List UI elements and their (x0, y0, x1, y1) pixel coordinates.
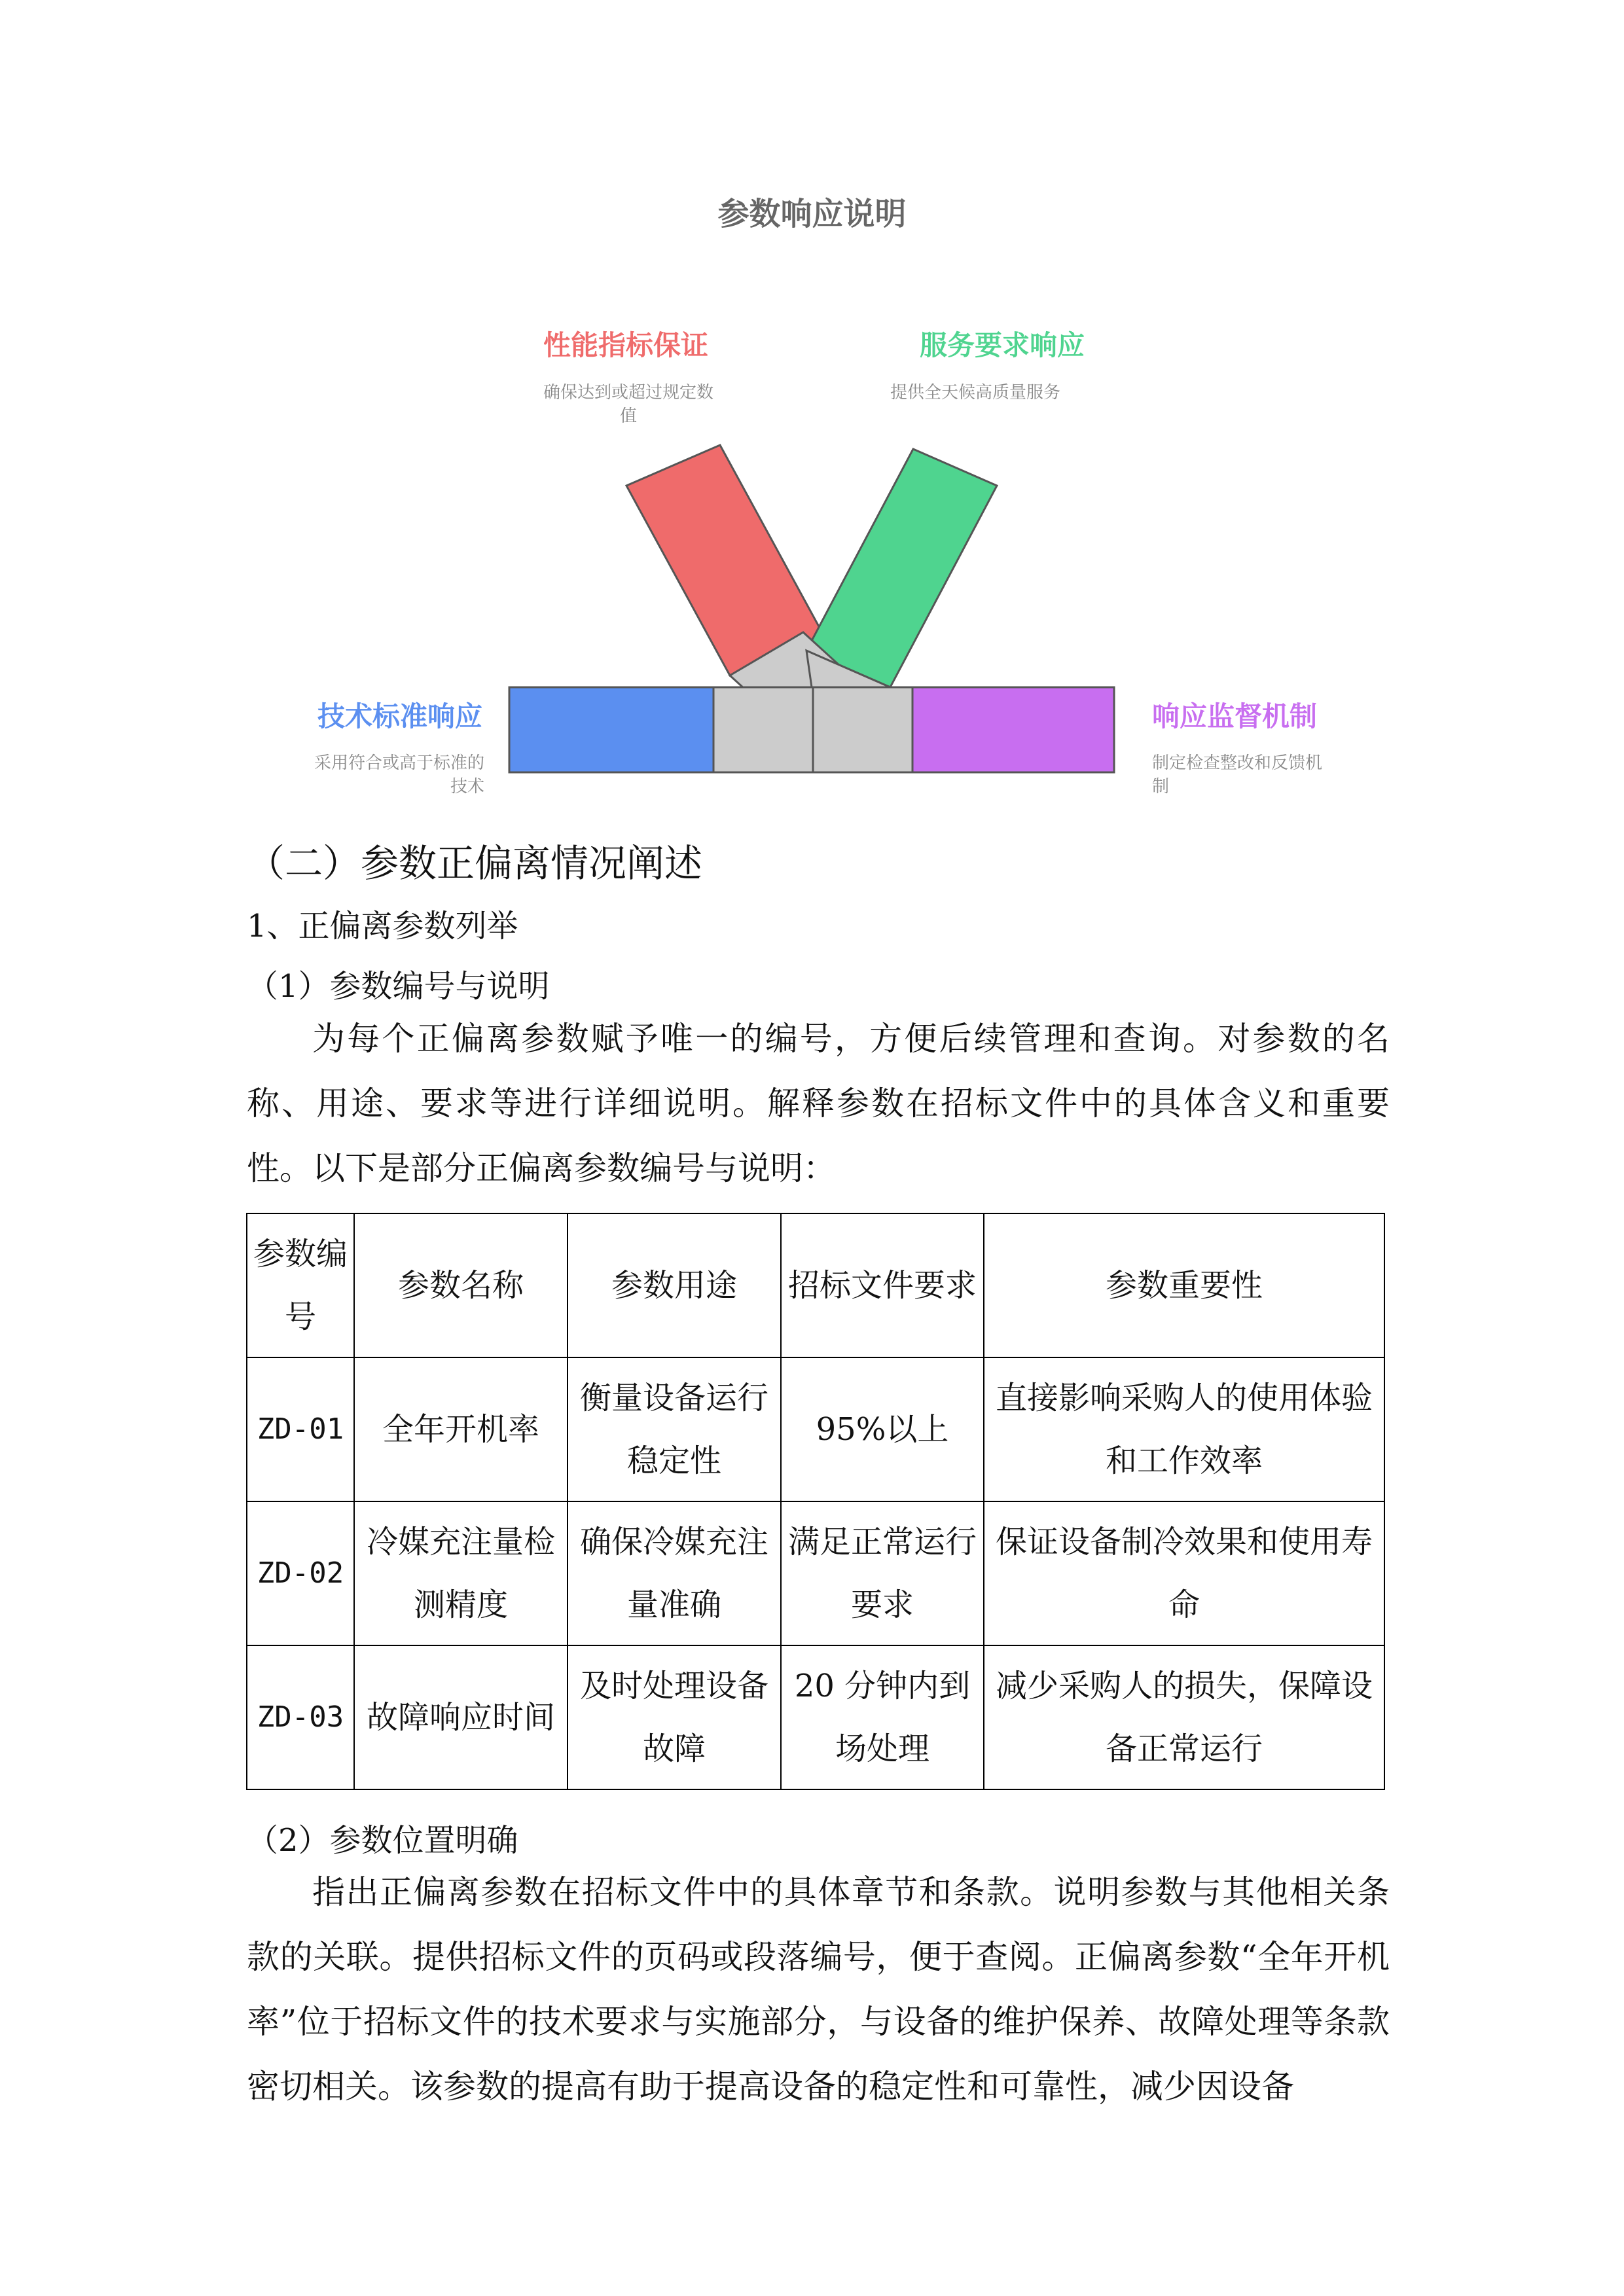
section-heading: （二）参数正偏离情况阐述 (247, 841, 703, 886)
table-row (247, 1357, 1384, 1501)
technical-bar (509, 687, 713, 772)
table-row (247, 1645, 1384, 1789)
table-cell: 确保冷媒充注量准确 (568, 1501, 781, 1645)
service-title: 服务要求响应 (920, 329, 1085, 361)
header-cell: 参数名称 (354, 1213, 568, 1357)
table-cell: 及时处理设备故障 (568, 1645, 781, 1789)
header-cell: 参数重要性 (984, 1213, 1384, 1357)
diagram-title: 参数响应说明 (717, 196, 907, 232)
table-cell: ZD-01 (247, 1357, 354, 1501)
item2-paragraph: 指出正偏离参数在招标文件中的具体章节和条款。说明参数与其他相关条款的关联。提供招标文件的页码或段落编号，便于查阅。正偏离参数“全年开机率”位于招标文件的技术要求与实施部分，与设备的维护保养、故障处理等条款密切相关。该参数的提高有助于提高设备的稳定性和可靠性，减少因设备 (247, 1873, 1390, 2106)
table-cell: 减少采购人的损失，保障设备正常运行 (984, 1645, 1384, 1789)
service-desc: 提供全天候高质量服务 (890, 383, 1061, 403)
table-cell: 故障响应时间 (354, 1645, 568, 1789)
technical-title: 技术标准响应 (317, 700, 483, 732)
table-cell: 20 分钟内到场处理 (781, 1645, 984, 1789)
item1-paragraph: 为每个正偏离参数赋予唯一的编号，方便后续管理和查询。对参数的名称、用途、要求等进行详细说明。解释参数在招标文件中的具体含义和重要性。以下是部分正偏离参数编号与说明： (247, 1020, 1390, 1187)
item1-title: （1）参数编号与说明 (247, 968, 550, 1005)
table-cell: 保证设备制冷效果和使用寿命 (984, 1501, 1384, 1645)
supervision-desc: 制定检查整改和反馈机 制 (1152, 753, 1323, 797)
technical-desc: 采用符合或高于标准的 技术 (314, 753, 484, 797)
parameter-response-diagram (0, 0, 1624, 812)
table-cell: 满足正常运行要求 (781, 1501, 984, 1645)
parameter-table (246, 1213, 1385, 1790)
header-cell: 参数编号 (247, 1213, 354, 1357)
table-header-row (247, 1213, 1384, 1357)
performance-title: 性能指标保证 (543, 329, 709, 361)
service-bar (806, 449, 997, 687)
supervision-bar (912, 687, 1114, 772)
center-block-1 (713, 687, 813, 772)
header-cell: 招标文件要求 (781, 1213, 984, 1357)
table-cell: 直接影响采购人的使用体验和工作效率 (984, 1357, 1384, 1501)
item2-title: （2）参数位置明确 (247, 1822, 518, 1859)
table-cell: 全年开机率 (354, 1357, 568, 1501)
table-cell: 衡量设备运行稳定性 (568, 1357, 781, 1501)
subsection-heading: 1、正偏离参数列举 (247, 908, 518, 944)
header-cell: 参数用途 (568, 1213, 781, 1357)
supervision-title: 响应监督机制 (1152, 700, 1318, 732)
diagram-shapes (0, 0, 1624, 812)
table-cell: 冷媒充注量检测精度 (354, 1501, 568, 1645)
table-row (247, 1501, 1384, 1645)
table-cell: ZD-03 (247, 1645, 354, 1789)
table-cell: 95%以上 (781, 1357, 984, 1501)
table-cell: ZD-02 (247, 1501, 354, 1645)
performance-desc: 确保达到或超过规定数 值 (543, 383, 713, 426)
center-block-2 (813, 687, 912, 772)
